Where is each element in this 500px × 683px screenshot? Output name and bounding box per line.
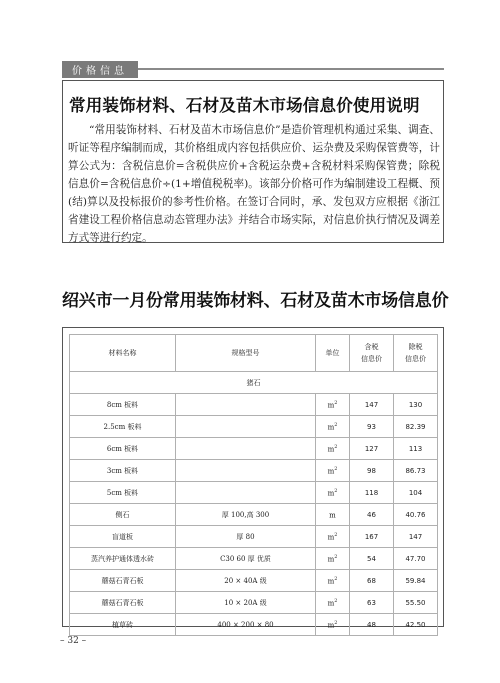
table-row xyxy=(70,526,438,548)
cell-tax-price: 98 xyxy=(350,460,394,482)
cell-notax-price: 113 xyxy=(394,438,438,460)
cell-name: 5cm 板料 xyxy=(70,482,176,504)
cell-name: 蘑菇石青石板 xyxy=(70,592,176,614)
cell-unit xyxy=(316,394,350,416)
cell-unit-base: m xyxy=(327,621,335,630)
cell-unit-exponent: 2 xyxy=(334,443,338,450)
table-title: 绍兴市一月份常用装饰材料、石材及苗木市场信息价 xyxy=(62,291,449,311)
cell-unit-base: m xyxy=(327,489,335,498)
section-divider xyxy=(138,68,444,70)
cell-unit xyxy=(316,548,350,570)
cell-notax-price: 82.39 xyxy=(394,416,438,438)
table-row xyxy=(70,504,438,526)
cell-tax-price: 68 xyxy=(350,570,394,592)
cell-tax-price: 46 xyxy=(350,504,394,526)
cell-unit xyxy=(316,460,350,482)
cell-spec xyxy=(176,438,316,460)
cell-unit xyxy=(316,416,350,438)
cell-spec xyxy=(176,394,316,416)
cell-unit-exponent: 2 xyxy=(334,465,338,472)
cell-spec: 厚 80 xyxy=(176,526,316,548)
cell-unit-exponent: 2 xyxy=(334,421,338,428)
cell-spec: 400 × 200 × 80 xyxy=(176,614,316,636)
cell-tax-price: 93 xyxy=(350,416,394,438)
cell-spec: 厚 100,高 300 xyxy=(176,504,316,526)
cell-name: 蒸汽养护通体透水砖 xyxy=(70,548,176,570)
cell-tax-price: 54 xyxy=(350,548,394,570)
cell-unit-base: m xyxy=(327,577,335,586)
cell-unit-base: m xyxy=(327,555,335,564)
cell-unit-base: m xyxy=(327,401,335,410)
cell-spec: 10 × 20A 级 xyxy=(176,592,316,614)
table-row xyxy=(70,548,438,570)
header-notax-line1: 除税 xyxy=(408,343,423,351)
header-spec: 规格型号 xyxy=(176,335,316,372)
table-row xyxy=(70,482,438,504)
cell-notax-price: 86.73 xyxy=(394,460,438,482)
cell-spec: 20 × 40A 级 xyxy=(176,570,316,592)
cell-name: 3cm 板料 xyxy=(70,460,176,482)
cell-spec: C30 60 厚 优质 xyxy=(176,548,316,570)
cell-spec xyxy=(176,460,316,482)
cell-unit xyxy=(316,570,350,592)
cell-unit-base: m xyxy=(327,533,335,542)
cell-unit-exponent: 2 xyxy=(334,619,338,626)
price-table xyxy=(69,334,438,636)
cell-unit-exponent: 2 xyxy=(334,531,338,538)
cell-unit-exponent: 2 xyxy=(334,575,338,582)
cell-tax-price: 167 xyxy=(350,526,394,548)
table-row xyxy=(70,614,438,636)
cell-notax-price: 147 xyxy=(394,526,438,548)
cell-spec xyxy=(176,416,316,438)
cell-unit xyxy=(316,504,350,526)
page-number: – 32 – xyxy=(60,636,87,646)
cell-notax-price: 40.76 xyxy=(394,504,438,526)
cell-unit-exponent: 2 xyxy=(334,399,338,406)
section-tab-label: 价格信息 xyxy=(62,61,138,78)
cell-unit-base: m xyxy=(329,511,336,520)
table-row xyxy=(70,460,438,482)
table-row xyxy=(70,438,438,460)
cell-name: 盲道板 xyxy=(70,526,176,548)
header-tax-price xyxy=(350,335,394,372)
cell-unit-exponent: 2 xyxy=(334,487,338,494)
cell-notax-price: 47.70 xyxy=(394,548,438,570)
cell-notax-price: 130 xyxy=(394,394,438,416)
cell-unit xyxy=(316,592,350,614)
cell-notax-price: 59.84 xyxy=(394,570,438,592)
cell-tax-price: 118 xyxy=(350,482,394,504)
cell-name: 侧石 xyxy=(70,504,176,526)
cell-unit xyxy=(316,482,350,504)
cell-name: 蘑菇石青石板 xyxy=(70,570,176,592)
header-notax-line2: 信息价 xyxy=(405,355,426,363)
cell-spec xyxy=(176,482,316,504)
cell-unit-exponent: 2 xyxy=(334,553,338,560)
category-label: 猪石 xyxy=(70,372,438,394)
header-tax-line1: 含税 xyxy=(364,343,379,351)
table-row xyxy=(70,394,438,416)
category-row xyxy=(70,372,438,394)
cell-name: 6cm 板料 xyxy=(70,438,176,460)
cell-tax-price: 127 xyxy=(350,438,394,460)
cell-unit-base: m xyxy=(327,445,335,454)
header-name: 材料名称 xyxy=(70,335,176,372)
cell-notax-price: 55.50 xyxy=(394,592,438,614)
cell-unit-base: m xyxy=(327,467,335,476)
header-notax-price xyxy=(394,335,438,372)
cell-notax-price: 104 xyxy=(394,482,438,504)
cell-unit xyxy=(316,614,350,636)
table-row xyxy=(70,592,438,614)
table-row xyxy=(70,570,438,592)
cell-tax-price: 147 xyxy=(350,394,394,416)
cell-tax-price: 63 xyxy=(350,592,394,614)
notice-body: “常用装饰材料、石材及苗木市场信息价”是造价管理机构通过采集、调查、听证等程序编制而成，其价格组成内容包括供应价、运杂费及采购保管费等，计算公式为：含税信息价=含税供应价+含税运杂费+含税材料采购保管费；除税信息价=含税信息价÷(1+增值税税率)。该部分价格可作为编制建设工程概、预(结)算以及投标报价的参考性价格。在签订合同时，承、发包双方应根据《浙江省建设工程价格信息动态管理办法》并结合市场实际，对信息价执行情况及调差方式等进行约定。 xyxy=(68,124,440,244)
cell-notax-price: 42.50 xyxy=(394,614,438,636)
table-header-row xyxy=(70,335,438,372)
header-tax-line2: 信息价 xyxy=(361,355,382,363)
header-unit: 单位 xyxy=(316,335,350,372)
cell-unit-base: m xyxy=(327,599,335,608)
cell-name: 2.5cm 板料 xyxy=(70,416,176,438)
cell-unit xyxy=(316,526,350,548)
cell-name: 植草砖 xyxy=(70,614,176,636)
cell-unit xyxy=(316,438,350,460)
notice-title: 常用装饰材料、石材及苗木市场信息价使用说明 xyxy=(69,96,420,115)
table-row xyxy=(70,416,438,438)
cell-name: 8cm 板料 xyxy=(70,394,176,416)
cell-tax-price: 48 xyxy=(350,614,394,636)
table-body xyxy=(70,372,438,636)
cell-unit-base: m xyxy=(327,423,335,432)
cell-unit-exponent: 2 xyxy=(334,597,338,604)
